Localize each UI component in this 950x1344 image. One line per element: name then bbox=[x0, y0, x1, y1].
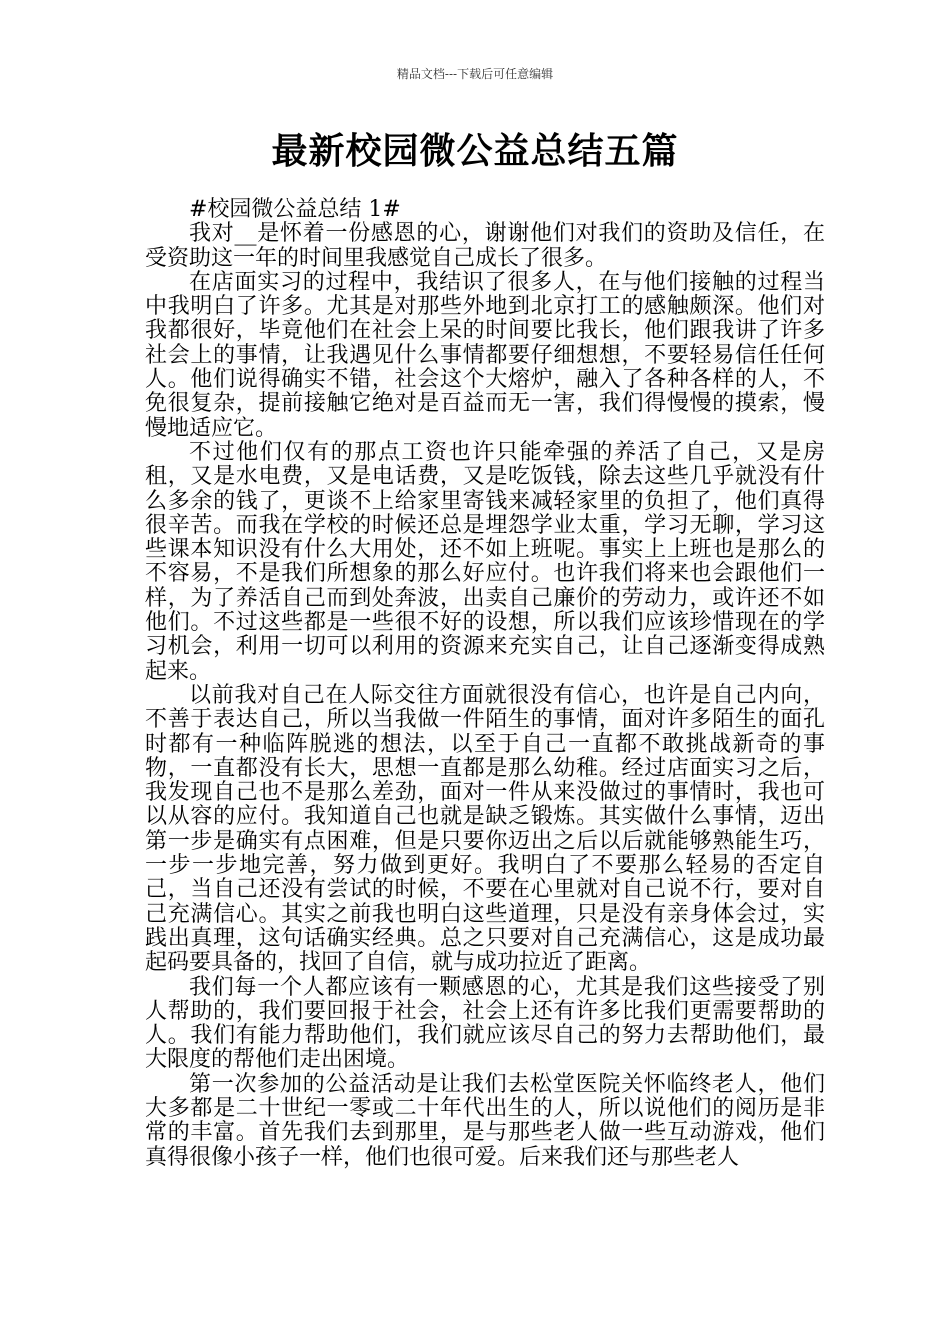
header-note: 精品文档---下载后可任意编辑 bbox=[396, 67, 554, 81]
document-title: 最新校园微公益总结五篇 bbox=[271, 131, 679, 172]
paragraph: 我们每一个人都应该有一颗感恩的心，尤其是我们这些接受了别人帮助的，我们要回报于社会，社会上还有许多比我们更需要帮助的人。我们有能力帮助他们，我们就应该尽自己的努力去帮助他们，最大限度的帮他们走出困境。 bbox=[145, 974, 825, 1073]
document-body bbox=[145, 198, 825, 1170]
paragraph: 第一次参加的公益活动是让我们去松堂医院关怀临终老人，他们大多都是二十世纪一零或二十年代出生的人，所以说他们的阅历是非常的丰富。首先我们去到那里，是与那些老人做一些互动游戏，他们真得很像小孩子一样，他们也很可爱。后来我们还与那些老人 bbox=[145, 1071, 825, 1170]
paragraph: 在店面实习的过程中，我结识了很多人，在与他们接触的过程当中我明白了许多。尤其是对那些外地到北京打工的感触颇深。他们对我都很好，毕竟他们在社会上呆的时间要比我长，他们跟我讲了许多社会上的事情，让我遇见什么事情都要仔细想想，不要轻易信任任何人。他们说得确实不错，社会这个大熔炉，融入了各种各样的人，不免很复杂，提前接触它绝对是百益而无一害，我们得慢慢的摸索，慢慢地适应它。 bbox=[145, 269, 825, 441]
paragraph: 以前我对自己在人际交往方面就很没有信心，也许是自己内向，不善于表达自己，所以当我做一件陌生的事情，面对许多陌生的面孔时都有一种临阵脱逃的想法，以至于自己一直都不敢挑战新奇的事物，一直都没有长大，思想一直都是那么幼稚。经过店面实习之后，我发现自己也不是那么差劲，面对一件从来没做过的事情时，我也可以从容的应付。我知道自己也就是缺乏锻炼。其实做什么事情，迈出第一步是确实有点困难，但是只要你迈出之后以后就能够熟能生巧，一步一步地完善，努力做到更好。我明白了不要那么轻易的否定自己，当自己还没有尝试的时候，不要在心里就对自己说不行，要对自己充满信心。其实之前我也明白这些道理，只是没有亲身体会过，实践出真理，这句话确实经典。总之只要对自己充满信心，这是成功最起码要具备的，找回了自信，就与成功拉近了距离。 bbox=[145, 682, 825, 976]
paragraph: 不过他们仅有的那点工资也许只能牵强的养活了自己，又是房租，又是水电费，又是电话费，又是吃饭钱，除去这些几乎就没有什么多余的钱了，更谈不上给家里寄钱来减轻家里的负担了，他们真得很辛苦。而我在学校的时候还总是埋怨学业太重，学习无聊，学习这些课本知识没有什么大用处，还不如上班呢。事实上上班也是那么的不容易，不是我们所想象的那么好应付。也许我们将来也会跟他们一样，为了养活自己而到处奔波，出卖自己廉价的劳动力，或许还不如他们。不过这些都是一些很不好的设想，所以我们应该珍惜现在的学习机会，利用一切可以利用的资源来充实自己，让自己逐渐变得成熟起来。 bbox=[145, 439, 825, 684]
paragraph: 我对__是怀着一份感恩的心，谢谢他们对我们的资助及信任，在受资助这一年的时间里我感觉自己成长了很多。 bbox=[145, 221, 825, 271]
section-heading: #校园微公益总结 1# bbox=[189, 197, 401, 222]
